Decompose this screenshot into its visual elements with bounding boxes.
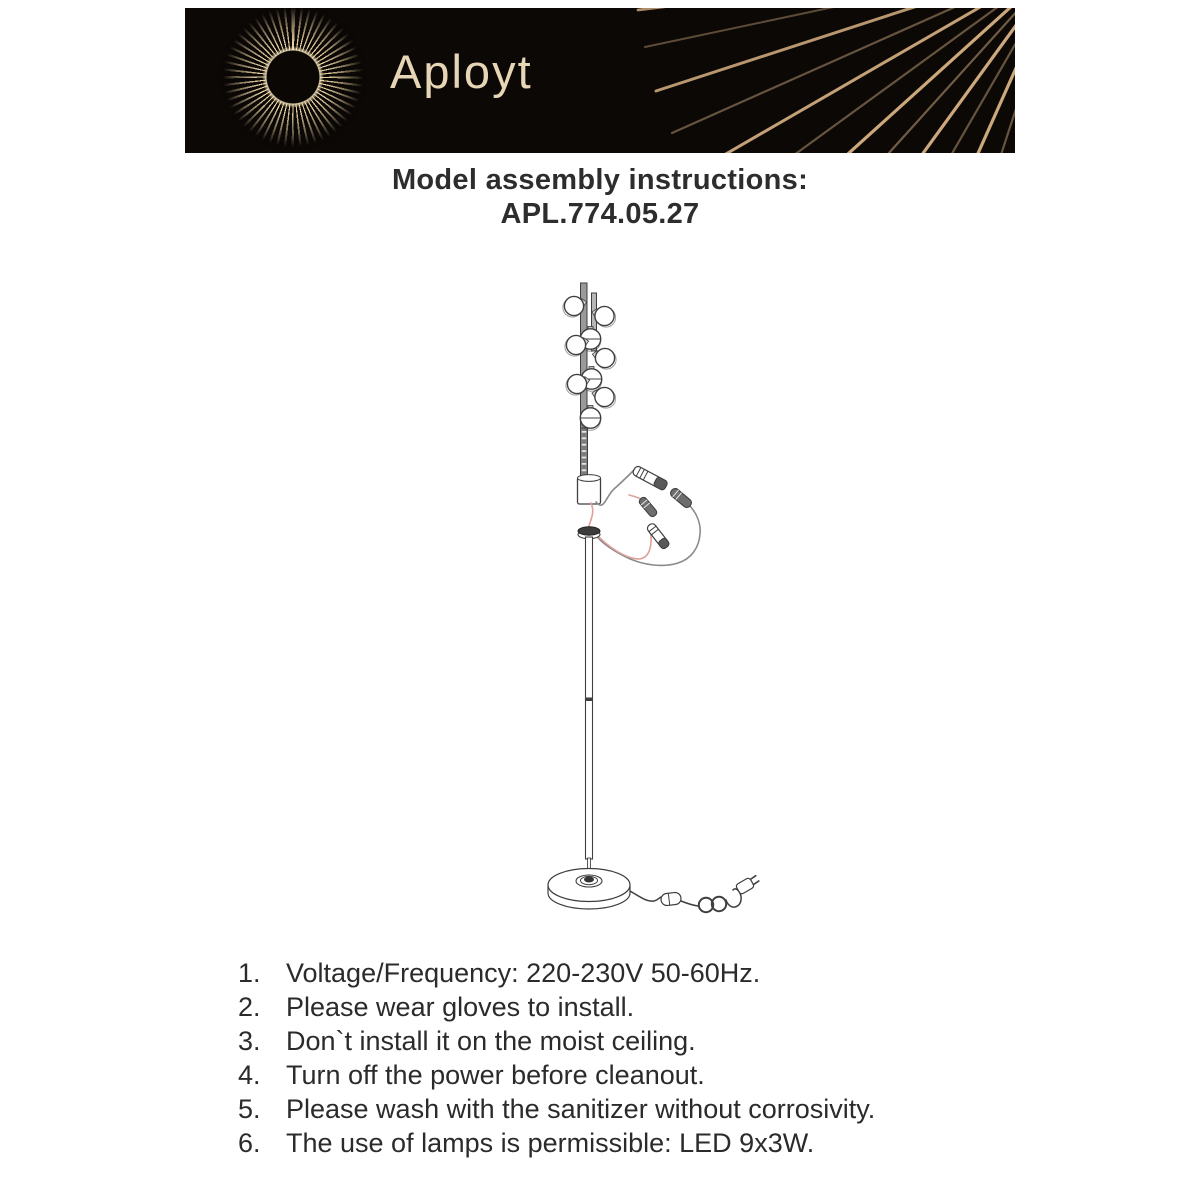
item-number: 3. (238, 1026, 261, 1056)
wire-connectors (632, 465, 693, 550)
item-text: Turn off the power before cleanout. (286, 1060, 705, 1090)
lower-pole (578, 527, 600, 878)
instruction-item (238, 1024, 1038, 1058)
lamp-bulbs (563, 296, 616, 430)
item-number: 5. (238, 1094, 261, 1124)
rays-decoration (185, 8, 1015, 153)
lamp-base (548, 869, 630, 910)
page-title: Model assembly instructions: (391, 164, 809, 196)
connector (669, 487, 693, 509)
instructions-list (238, 956, 1038, 1160)
power-plug (735, 874, 760, 895)
power-cord (630, 874, 760, 912)
inline-switch (660, 892, 681, 906)
title-block (0, 163, 1200, 231)
instruction-item (238, 1058, 1038, 1092)
item-number: 2. (238, 992, 261, 1022)
item-text: Voltage/Frequency: 220-230V 50-60Hz. (286, 958, 761, 988)
bulb (592, 387, 616, 408)
model-number: APL.774.05.27 (500, 198, 700, 230)
item-number: 6. (238, 1128, 261, 1158)
instruction-item (238, 1092, 1038, 1126)
assembly-diagram (500, 255, 800, 945)
instruction-item (238, 1126, 1038, 1160)
socket-tube (578, 475, 601, 504)
bulb (592, 348, 616, 369)
wires (589, 470, 700, 565)
item-text: Please wash with the sanitizer without corrosivity. (286, 1094, 876, 1124)
item-text: Don`t install it on the moist ceiling. (286, 1026, 696, 1056)
item-number: 4. (238, 1060, 261, 1090)
brand-name: Aployt (390, 45, 533, 98)
item-number: 1. (238, 958, 261, 988)
connector (632, 465, 668, 491)
connector (646, 522, 670, 550)
item-text: The use of lamps is permissible: LED 9x3W. (286, 1128, 815, 1158)
item-text: Please wear gloves to install. (286, 992, 635, 1022)
connector (638, 496, 658, 518)
instruction-item (238, 956, 1038, 990)
instruction-item (238, 990, 1038, 1024)
header-banner (185, 8, 1015, 153)
